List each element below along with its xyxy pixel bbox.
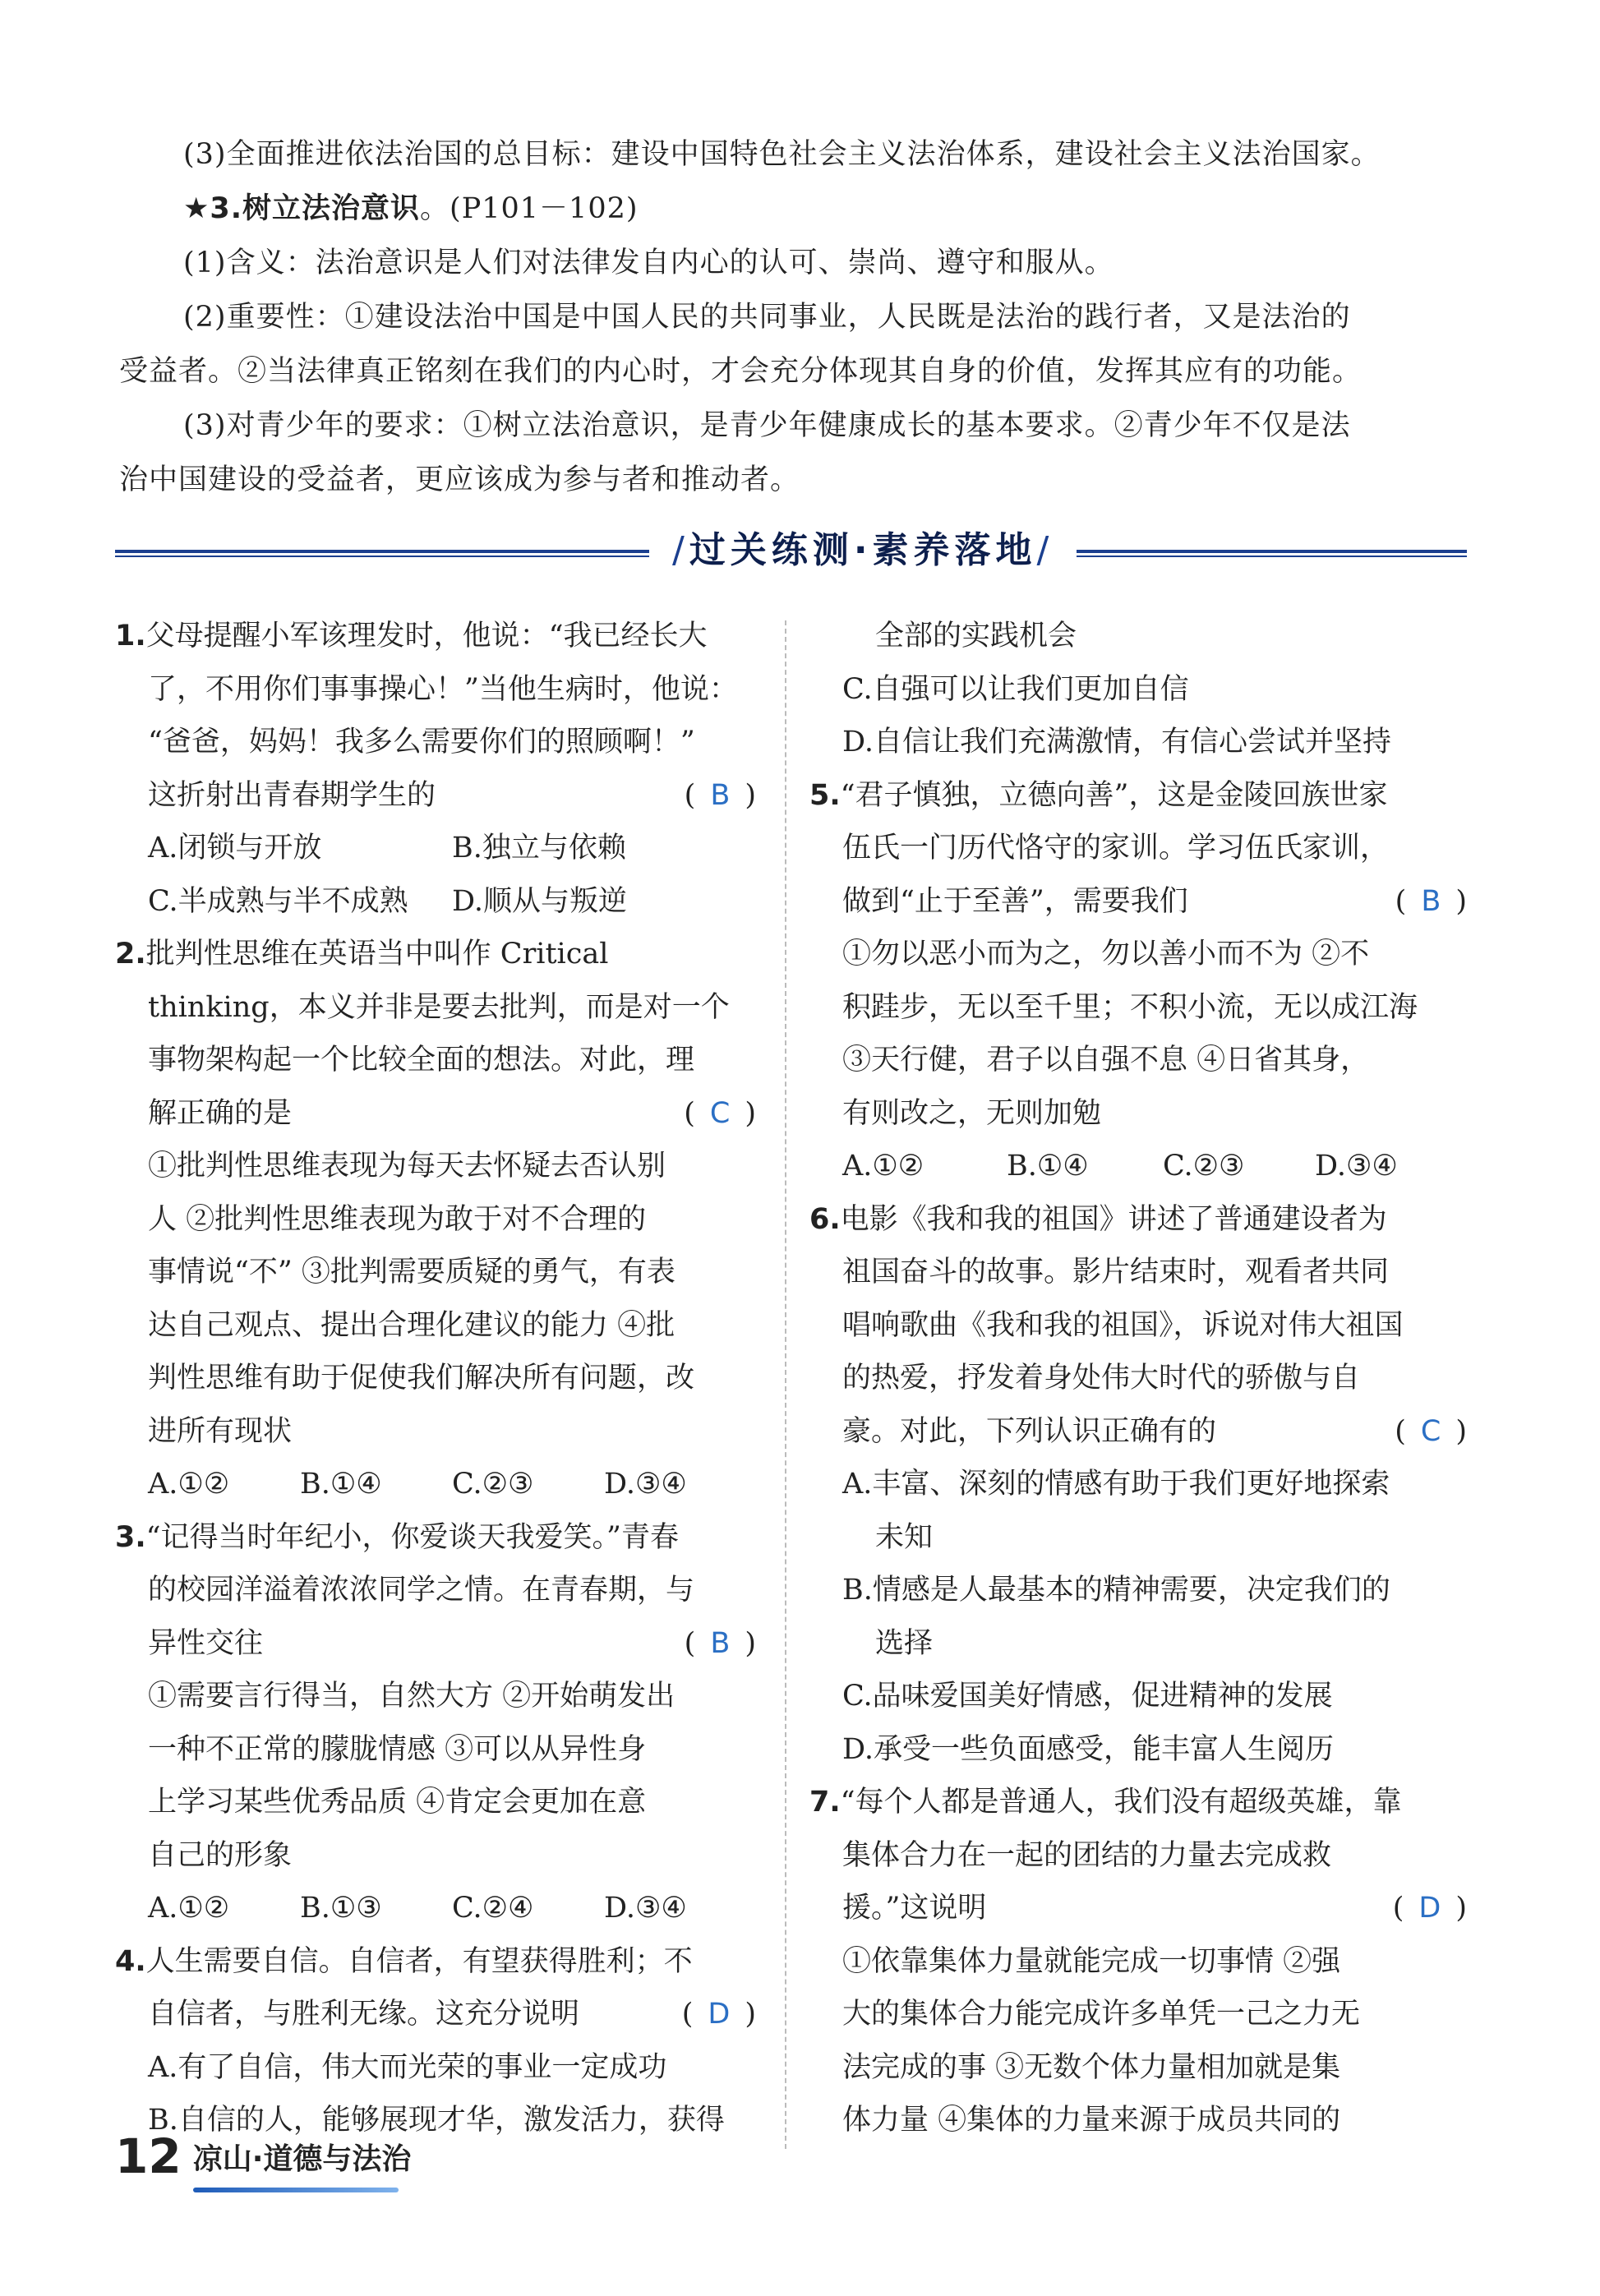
slash-decoration-icon: / [1036,529,1054,571]
page-footer [115,2128,411,2194]
question-number: 2. [115,938,146,970]
section-banner [115,518,1467,583]
option: C.自强可以让我们更加自信 [842,672,1189,706]
question-number: 5. [809,778,841,812]
option: B.自信的人，能够展现才华，激发活力，获得 [148,2104,725,2137]
question-7: 7.“每个人都是普通人，我们没有超级英雄，靠 集体合力在一起的团结的力量去完成救 援。”这说明 ( D ) ①依靠集体力量就能完成一切事情 ②强 大的集体合力能完成许多单凭一己之力无 法完成的事 ③无数个体力量相加就是集 体力量 ④集体的力量来源于成员共同的 [809,1786,1467,2137]
answer-bracket: ( D ) [1392,1892,1467,1925]
option: A.①② [842,1150,924,1183]
option: D.③④ [1315,1150,1398,1183]
footer-underline [193,2188,399,2192]
answer-letter: C [1420,1414,1441,1448]
option: B.①④ [1007,1150,1089,1183]
paragraph: 受益者。②当法律真正铭刻在我们的内心时，才会充分体现其自身的价值，发挥其应有的功能。 [119,355,1363,388]
answer-bracket: ( B ) [684,778,756,812]
knowledge-section [119,127,1467,507]
section-heading [119,182,1467,236]
slash-decoration-icon: / [672,529,689,571]
left-column [115,610,756,2147]
right-column [809,610,1467,2147]
option: D.顺从与叛逆 [452,884,627,918]
option: B.①④ [300,1468,382,1501]
book-subtitle: 凉山·道德与法治 [192,2142,412,2176]
option: B.独立与依赖 [452,832,626,864]
paragraph: (2)重要性：①建设法治中国是中国人民的共同事业，人民既是法治的践行者，又是法治的 [183,301,1351,334]
option: C.②③ [452,1468,534,1501]
question-number: 1. [115,620,146,652]
question-number: 4. [115,1944,146,1978]
question-1: 1.父母提醒小军该理发时，他说：“我已经长大 了，不用你们事事操心！”当他生病时，他说： “爸爸，妈妈！我多么需要你们的照顾啊！” 这折射出青春期学生的 ( B ) A.闭锁与开放 B.独立与依赖 C.半成熟与半不成熟 D.顺从与叛逆 [115,610,756,928]
paragraph: (3)全面推进依法治国的总目标：建设中国特色社会主义法治体系，建设社会主义法治国家。 [183,138,1381,171]
answer-bracket: ( B ) [684,1626,756,1660]
answer-letter: B [710,778,731,812]
answer-bracket: ( D ) [681,1998,756,2031]
question-4-continued [809,610,1467,769]
option: C.②④ [452,1892,534,1925]
option-continued: 未知 [875,1520,934,1554]
option: A.闭锁与开放 [148,832,322,864]
option: D.③④ [604,1468,687,1501]
option: C.品味爱国美好情感，促进精神的发展 [842,1680,1333,1713]
answer-bracket: ( C ) [684,1096,756,1130]
question-number: 7. [809,1786,841,1819]
answer-bracket: ( C ) [1395,1414,1467,1448]
star-icon: ★ [183,192,210,225]
option: C.半成熟与半不成熟 [148,884,408,918]
heading-page-ref: 。(P101－102) [420,192,639,225]
option: D.自信让我们充满激情，有信心尝试并坚持 [842,726,1391,758]
option-continued: 选择 [875,1626,934,1660]
question-5: 5.“君子慎独，立德向善”，这是金陵回族世家 伍氏一门历代恪守的家训。学习伍氏家训， 做到“止于至善”，需要我们 ( B ) ①勿以恶小而为之，勿以善小而不为 ②不 积跬步，无以至千里；不积小流，无以成江海 ③天行健，君子以自强不息 ④日省其身， 有则改之，无则加勉 A.①② B.①④ C.②③ D.③④ [809,769,1467,1193]
column-divider [785,620,786,2149]
question-2: 2.批判性思维在英语当中叫作 Critical thinking，本义并非是要去批判，而是对一个 事物架构起一个比较全面的想法。对此，理 解正确的是 ( C ) ①批判性思维表现为每天去怀疑去否认别 人 ②批判性思维表现为敢于对不合理的 事情说“不” ③批判需要质疑的勇气，有表 达自己观点、提出合理化建议的能力 ④批 判性思维有助于促使我们解决所有问题，改 进所有现状 A.①② B.①④ C.②③ D.③④ [115,928,756,1511]
heading-title: 3.树立法治意识 [210,192,421,225]
option: A.①② [148,1468,230,1501]
answer-letter: B [1421,884,1441,918]
question-number: 6. [809,1202,841,1236]
answer-letter: D [1418,1892,1441,1925]
answer-letter: B [710,1626,731,1660]
answer-bracket: ( B ) [1395,884,1467,918]
option: A.①② [148,1892,230,1925]
option: B.①③ [300,1892,382,1925]
question-4: 4.人生需要自信。自信者，有望获得胜利；不 自信者，与胜利无缘。这充分说明 ( D ) A.有了自信，伟大而光荣的事业一定成功 B.自信的人，能够展现才华，激发活力，获得 [115,1935,756,2147]
option: B.情感是人最基本的精神需要，决定我们的 [842,1574,1390,1607]
option: A.丰富、深刻的情感有助于我们更好地探索 [842,1468,1390,1501]
paragraph: (3)对青少年的要求：①树立法治意识，是青少年健康成长的基本要求。②青少年不仅是法 [183,409,1351,442]
option: D.③④ [604,1892,687,1925]
option: A.有了自信，伟大而光荣的事业一定成功 [148,2050,667,2084]
page-number: 12 [115,2128,182,2184]
answer-letter: C [709,1096,731,1130]
question-3: 3.“记得当时年纪小，你爱谈天我爱笑。”青春 的校园洋溢着浓浓同学之情。在青春期，与 异性交往 ( B ) ①需要言行得当，自然大方 ②开始萌发出 一种不正常的朦胧情感 ③可以从异性身 上学习某些优秀品质 ④肯定会更加在意 自己的形象 A.①② B.①③ C.②④ D.③④ [115,1511,756,1935]
banner-title-box [649,518,1077,583]
paragraph: 治中国建设的受益者，更应该成为参与者和推动者。 [119,463,800,496]
paragraph: (1)含义：法治意识是人们对法律发自内心的认可、崇尚、遵守和服从。 [183,247,1114,279]
question-6: 6.电影《我和我的祖国》讲述了普通建设者为 祖国奋斗的故事。影片结束时，观看者共同 唱响歌曲《我和我的祖国》，诉说对伟大祖国 的热爱，抒发着身处伟大时代的骄傲与自 豪。对此，下列认识正确有的 ( C ) A.丰富、深刻的情感有助于我们更好地探索 未知 B.情感是人最基本的精神需要，决定我们的 选择 C.品味爱国美好情感，促进精神的发展 D.承受一些负面感受，能丰富人生阅历 [809,1193,1467,1777]
answer-letter: D [708,1998,731,2031]
banner-title: 过关练测·素养落地 [689,529,1037,571]
option-continued: 全部的实践机会 [875,620,1077,652]
option: C.②③ [1163,1150,1245,1183]
option: D.承受一些负面感受，能丰富人生阅历 [842,1732,1334,1766]
question-number: 3. [115,1520,146,1554]
